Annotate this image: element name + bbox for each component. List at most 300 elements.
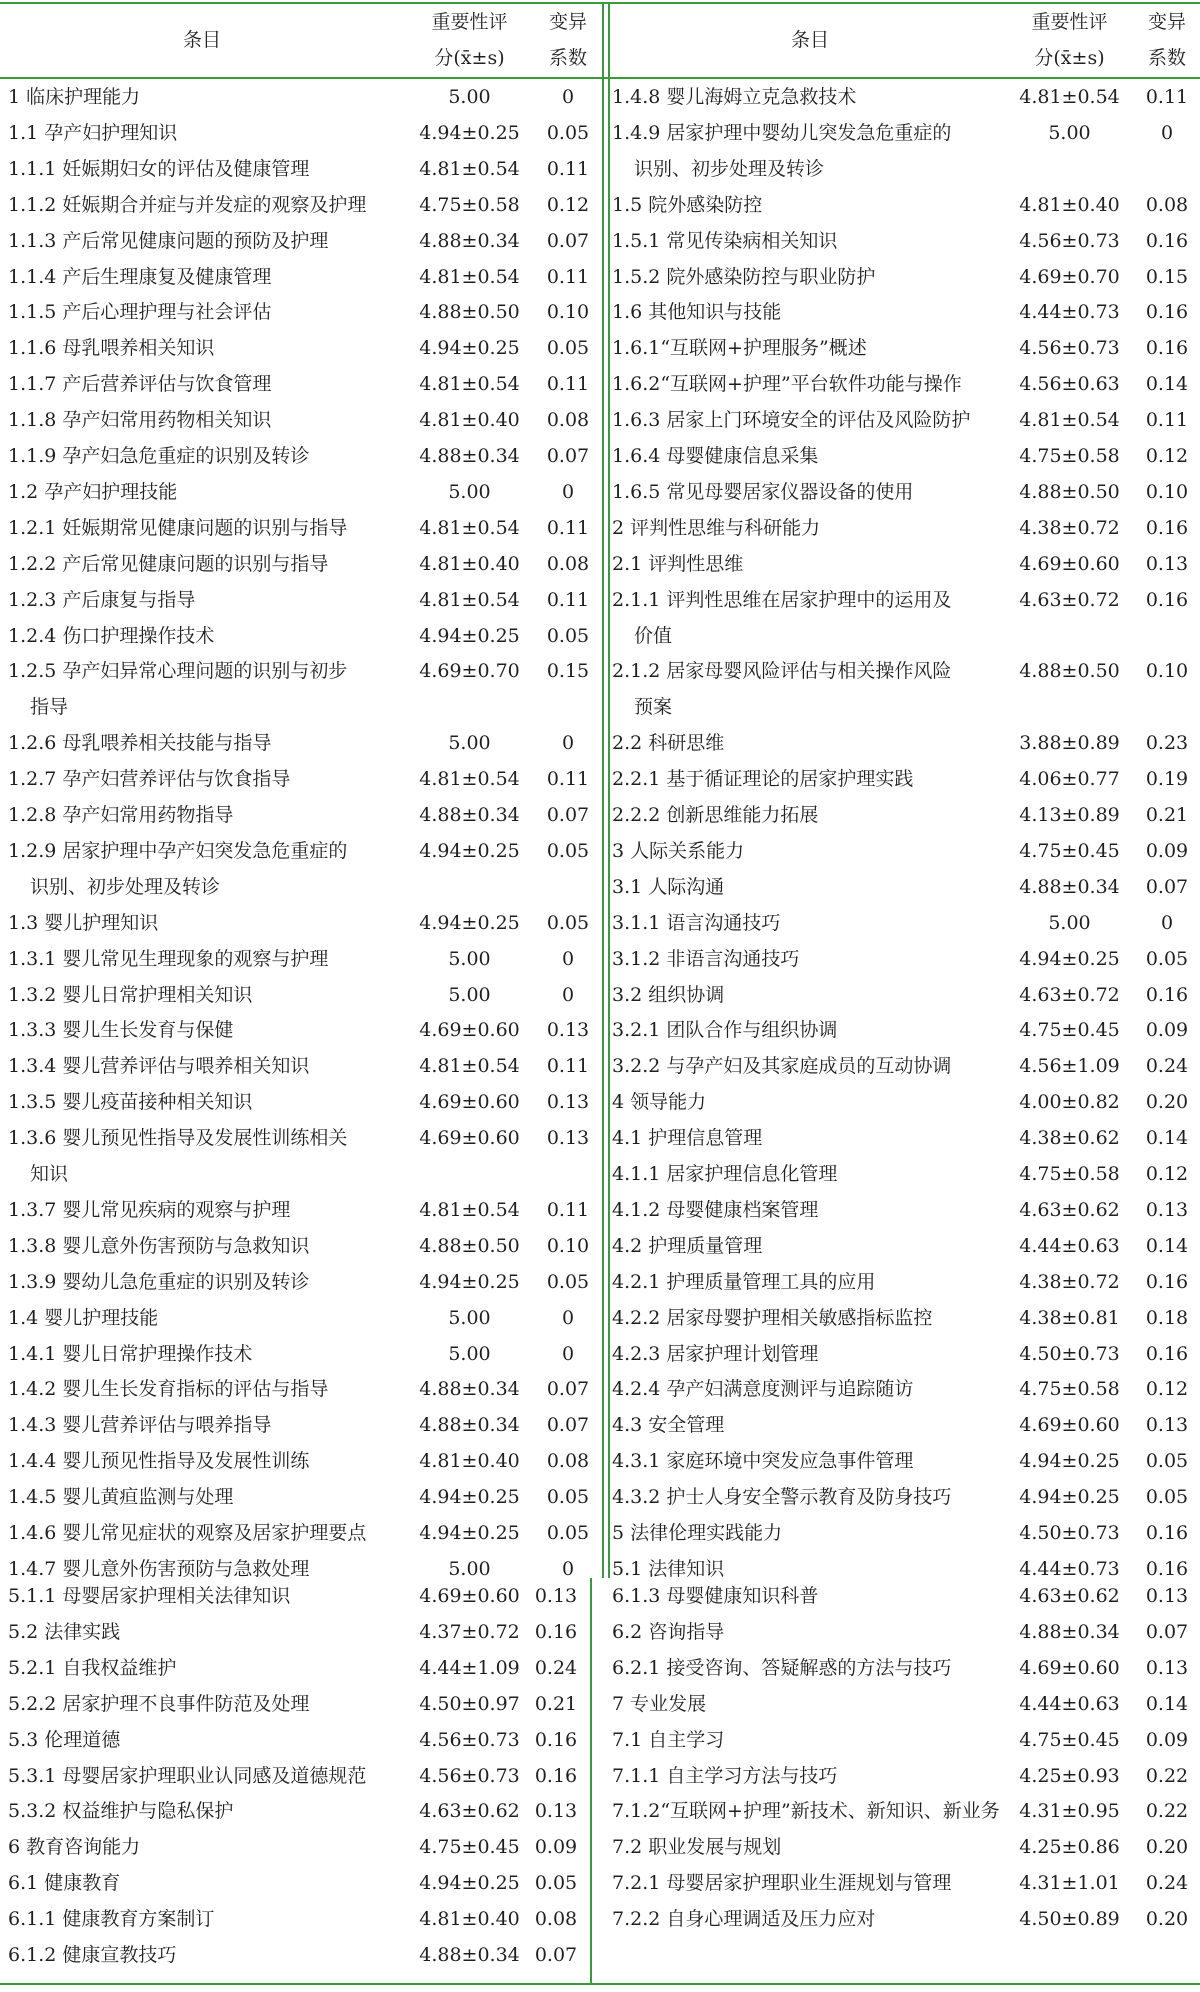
header-score-left-line2: 分(x̄±s) (434, 47, 505, 69)
row-importance-score: 4.88±0.34 (419, 1378, 520, 1401)
row-importance-score: 4.44±0.73 (1019, 301, 1120, 324)
row-variation-coefficient: 0.11 (546, 157, 590, 180)
row-importance-score: 4.88±0.50 (419, 301, 520, 324)
row-variation-coefficient: 0.10 (1145, 480, 1189, 503)
row-importance-score: 4.69±0.60 (1019, 1414, 1120, 1437)
header-score-left-line1: 重要性评 (431, 11, 508, 33)
row-item-label-continued: 识别、初步处理及转诊 (30, 875, 221, 898)
row-item-label: 7.2.1 母婴居家护理职业生涯规划与管理 (612, 1872, 952, 1895)
row-item-label: 5.2.2 居家护理不良事件防范及处理 (8, 1692, 310, 1715)
row-variation-coefficient: 0.05 (546, 624, 590, 647)
header-cv-left-line1: 变异 (548, 11, 587, 33)
row-variation-coefficient: 0.12 (1145, 445, 1189, 467)
row-variation-coefficient: 0.08 (546, 552, 590, 575)
row-item-label: 4 领导能力 (612, 1091, 707, 1114)
row-importance-score: 4.63±0.72 (1019, 983, 1120, 1006)
row-item-label: 2.1.2 居家母婴风险评估与相关操作风险 (612, 660, 952, 683)
row-variation-coefficient: 0.21 (534, 1692, 578, 1715)
row-importance-score: 4.50±0.73 (1019, 1522, 1120, 1544)
row-variation-coefficient: 0.08 (534, 1908, 578, 1931)
row-importance-score: 4.88±0.34 (419, 1414, 520, 1437)
row-variation-coefficient: 0.13 (1145, 1585, 1189, 1607)
row-item-label: 1.6 其他知识与技能 (612, 301, 782, 324)
row-item-label: 2.2 科研思维 (612, 732, 725, 755)
row-item-label: 1.4.9 居家护理中婴幼儿突发急危重症的 (612, 121, 952, 144)
row-variation-coefficient: 0.19 (1145, 768, 1189, 791)
row-importance-score: 4.94±0.25 (419, 1486, 520, 1509)
row-importance-score: 4.88±0.34 (1019, 1620, 1120, 1643)
row-item-label: 1.3 婴儿护理知识 (8, 911, 159, 934)
row-item-label: 6 教育咨询能力 (8, 1836, 141, 1859)
row-variation-coefficient: 0.13 (1145, 1656, 1189, 1679)
row-importance-score: 4.81±0.54 (419, 768, 520, 791)
row-variation-coefficient: 0.14 (1145, 1127, 1189, 1150)
row-item-label: 1.1.5 产后心理护理与社会评估 (8, 301, 272, 324)
row-variation-coefficient: 0.10 (546, 301, 590, 324)
row-variation-coefficient: 0.14 (1145, 373, 1189, 396)
row-item-label: 1.1.1 妊娠期妇女的评估及健康管理 (8, 157, 310, 180)
row-variation-coefficient: 0.05 (546, 1270, 590, 1293)
row-variation-coefficient: 0.21 (1145, 804, 1189, 826)
row-item-label: 1.1.4 产后生理康复及健康管理 (8, 265, 272, 288)
row-variation-coefficient: 0.05 (1145, 947, 1189, 970)
row-variation-coefficient: 0.07 (1145, 875, 1189, 898)
row-importance-score: 4.94±0.25 (1019, 1486, 1120, 1509)
row-importance-score: 4.81±0.54 (419, 157, 520, 180)
row-variation-coefficient: 0.07 (546, 804, 590, 826)
row-importance-score: 4.69±0.60 (419, 1585, 520, 1607)
row-importance-score: 4.94±0.25 (419, 911, 520, 934)
header-bottom-rule (0, 77, 1200, 79)
row-item-label: 7.1.1 自主学习方法与技巧 (612, 1764, 838, 1787)
row-item-label: 3.1.2 非语言沟通技巧 (612, 947, 800, 970)
row-item-label: 1.4.6 婴儿常见症状的观察及居家护理要点 (8, 1522, 367, 1544)
header-cv-left-line2: 系数 (548, 47, 587, 69)
row-importance-score: 4.37±0.72 (419, 1620, 520, 1643)
row-item-label: 1.3.2 婴儿日常护理相关知识 (8, 983, 253, 1006)
row-importance-score: 4.94±0.25 (419, 624, 520, 647)
row-variation-coefficient: 0.08 (546, 1450, 590, 1473)
row-variation-coefficient: 0.24 (1145, 1872, 1189, 1895)
row-item-label: 1.1.9 孕产妇急危重症的识别及转诊 (8, 445, 310, 467)
row-item-label: 1.3.3 婴儿生长发育与保健 (8, 1019, 234, 1042)
row-variation-coefficient: 0.11 (546, 265, 590, 288)
row-importance-score: 4.56±0.73 (1019, 229, 1120, 252)
row-item-label: 5.1 法律知识 (612, 1557, 725, 1580)
row-item-label: 1.1.2 妊娠期合并症与并发症的观察及护理 (8, 193, 367, 216)
row-importance-score: 4.94±0.25 (419, 337, 520, 360)
table-top-rule (0, 2, 1200, 4)
row-importance-score: 5.00 (448, 1342, 491, 1365)
row-item-label: 1.3.7 婴儿常见疾病的观察与护理 (8, 1198, 291, 1221)
row-importance-score: 4.38±0.62 (1019, 1127, 1120, 1150)
row-variation-coefficient: 0.13 (534, 1585, 578, 1607)
row-variation-coefficient: 0.08 (1145, 193, 1189, 216)
row-variation-coefficient: 0.16 (1145, 229, 1189, 252)
row-item-label: 2.2.1 基于循证理论的居家护理实践 (612, 768, 914, 791)
row-importance-score: 4.75±0.45 (419, 1836, 520, 1859)
row-item-label: 5.3.1 母婴居家护理职业认同感及道德规范 (8, 1764, 367, 1787)
row-variation-coefficient: 0.16 (534, 1764, 578, 1787)
row-variation-coefficient: 0.09 (1145, 839, 1189, 862)
row-importance-score: 4.81±0.54 (419, 1198, 520, 1221)
row-importance-score: 4.25±0.93 (1019, 1764, 1120, 1787)
row-variation-coefficient: 0.11 (1145, 409, 1189, 432)
row-importance-score: 4.94±0.25 (1019, 947, 1120, 970)
row-variation-coefficient: 0.14 (1145, 1234, 1189, 1257)
row-importance-score: 4.31±1.01 (1019, 1872, 1120, 1895)
row-variation-coefficient: 0.20 (1145, 1836, 1189, 1859)
row-importance-score: 4.81±0.40 (419, 552, 520, 575)
row-variation-coefficient: 0.23 (1145, 732, 1189, 755)
row-importance-score: 4.81±0.54 (419, 516, 520, 539)
row-importance-score: 3.88±0.89 (1019, 732, 1120, 755)
row-importance-score: 4.44±0.73 (1019, 1557, 1120, 1580)
row-item-label: 4.2.3 居家护理计划管理 (612, 1342, 819, 1365)
row-item-label: 1.5.1 常见传染病相关知识 (612, 229, 838, 252)
row-importance-score: 4.81±0.40 (419, 409, 520, 432)
row-variation-coefficient: 0.22 (1145, 1764, 1189, 1787)
row-item-label-continued: 预案 (634, 696, 673, 719)
row-variation-coefficient: 0.09 (1145, 1019, 1189, 1042)
row-importance-score: 4.81±0.54 (1019, 409, 1120, 432)
row-item-label: 4.2 护理质量管理 (612, 1234, 763, 1257)
row-item-label: 7.1 自主学习 (612, 1728, 725, 1751)
row-importance-score: 4.69±0.60 (1019, 1656, 1120, 1679)
row-variation-coefficient: 0.16 (1145, 983, 1189, 1006)
row-variation-coefficient: 0 (561, 947, 575, 970)
row-variation-coefficient: 0 (561, 480, 575, 503)
row-variation-coefficient: 0.16 (1145, 588, 1189, 611)
row-importance-score: 4.81±0.54 (419, 265, 520, 288)
row-item-label-continued: 指导 (30, 696, 69, 719)
row-item-label: 3.1.1 语言沟通技巧 (612, 911, 781, 934)
row-item-label: 5.2 法律实践 (8, 1620, 121, 1643)
row-item-label: 1.3.9 婴幼儿急危重症的识别及转诊 (8, 1270, 310, 1293)
column-divider-b (608, 2, 610, 1578)
row-variation-coefficient: 0.09 (1145, 1728, 1189, 1751)
row-variation-coefficient: 0.22 (1145, 1800, 1189, 1823)
row-item-label: 1.4.1 婴儿日常护理操作技术 (8, 1342, 253, 1365)
row-variation-coefficient: 0.16 (534, 1620, 578, 1643)
row-importance-score: 4.94±0.25 (1019, 1450, 1120, 1473)
row-variation-coefficient: 0.05 (546, 911, 590, 934)
row-variation-coefficient: 0.24 (534, 1656, 578, 1679)
row-importance-score: 5.00 (448, 480, 491, 503)
row-item-label: 1.3.8 婴儿意外伤害预防与急救知识 (8, 1234, 310, 1257)
row-importance-score: 4.63±0.72 (1019, 588, 1120, 611)
header-item-right: 条目 (790, 29, 829, 51)
row-variation-coefficient: 0.11 (546, 1198, 590, 1221)
row-importance-score: 4.81±0.40 (1019, 193, 1120, 216)
row-importance-score: 4.63±0.62 (1019, 1585, 1120, 1607)
row-item-label: 3 人际关系能力 (612, 839, 745, 862)
row-item-label: 1.6.5 常见母婴居家仪器设备的使用 (612, 480, 914, 503)
row-item-label: 2.1.1 评判性思维在居家护理中的运用及 (612, 588, 952, 611)
row-item-label: 6.2.1 接受咨询、答疑解惑的方法与技巧 (612, 1656, 952, 1679)
row-variation-coefficient: 0.10 (546, 1234, 590, 1257)
row-variation-coefficient: 0.16 (1145, 1557, 1189, 1580)
row-item-label: 1.6.3 居家上门环境安全的评估及风险防护 (612, 409, 971, 432)
row-importance-score: 4.50±0.97 (419, 1692, 520, 1715)
row-variation-coefficient: 0.15 (546, 660, 590, 683)
row-variation-coefficient: 0.07 (546, 1378, 590, 1401)
row-item-label: 1.2.6 母乳喂养相关技能与指导 (8, 732, 272, 755)
row-item-label: 6.1.2 健康宣教技巧 (8, 1944, 177, 1966)
row-item-label: 1.3.4 婴儿营养评估与喂养相关知识 (8, 1055, 310, 1078)
row-importance-score: 4.81±0.54 (419, 1055, 520, 1078)
header-score-right-line1: 重要性评 (1031, 11, 1108, 33)
row-variation-coefficient: 0.07 (546, 1414, 590, 1437)
row-item-label: 2 评判性思维与科研能力 (612, 516, 821, 539)
row-variation-coefficient: 0.12 (546, 193, 590, 216)
row-item-label: 1.4.4 婴儿预见性指导及发展性训练 (8, 1450, 310, 1473)
row-importance-score: 4.44±0.63 (1019, 1692, 1120, 1715)
row-item-label: 1.6.4 母婴健康信息采集 (612, 445, 819, 467)
row-item-label: 1.6.2“互联网+护理”平台软件功能与操作 (612, 373, 962, 396)
row-item-label: 1.3.1 婴儿常见生理现象的观察与护理 (8, 947, 329, 970)
row-item-label-continued: 识别、初步处理及转诊 (634, 157, 825, 180)
row-item-label: 6.2 咨询指导 (612, 1620, 725, 1643)
row-variation-coefficient: 0.05 (546, 121, 590, 144)
row-item-label: 4.1 护理信息管理 (612, 1127, 763, 1150)
row-importance-score: 4.38±0.81 (1019, 1306, 1120, 1329)
row-item-label: 1.4.3 婴儿营养评估与喂养指导 (8, 1414, 272, 1437)
row-variation-coefficient: 0.13 (546, 1127, 590, 1150)
row-importance-score: 4.38±0.72 (1019, 516, 1120, 539)
row-item-label: 4.3.2 护士人身安全警示教育及防身技巧 (612, 1486, 952, 1509)
row-importance-score: 4.88±0.34 (419, 1944, 520, 1966)
row-variation-coefficient: 0 (561, 1557, 575, 1580)
row-item-label: 1.4 婴儿护理技能 (8, 1306, 159, 1329)
row-variation-coefficient: 0.05 (1145, 1486, 1189, 1509)
row-variation-coefficient: 0.20 (1145, 1091, 1189, 1114)
row-importance-score: 4.75±0.45 (1019, 1728, 1120, 1751)
row-item-label: 1.2.9 居家护理中孕产妇突发急危重症的 (8, 839, 348, 862)
row-importance-score: 4.75±0.58 (1019, 445, 1120, 467)
row-variation-coefficient: 0.05 (546, 839, 590, 862)
row-importance-score: 4.56±0.73 (419, 1728, 520, 1751)
row-importance-score: 5.00 (1048, 121, 1091, 144)
row-importance-score: 4.06±0.77 (1019, 768, 1120, 791)
row-item-label: 4.3 安全管理 (612, 1414, 725, 1437)
row-item-label: 3.2.2 与孕产妇及其家庭成员的互动协调 (612, 1055, 952, 1078)
row-variation-coefficient: 0.09 (534, 1836, 578, 1859)
row-variation-coefficient: 0.11 (546, 1055, 590, 1078)
row-importance-score: 4.56±0.73 (1019, 337, 1120, 360)
row-importance-score: 4.94±0.25 (419, 1270, 520, 1293)
row-item-label: 5 法律伦理实践能力 (612, 1522, 783, 1544)
row-item-label: 1.2.7 孕产妇营养评估与饮食指导 (8, 768, 291, 791)
row-importance-score: 4.63±0.62 (419, 1800, 520, 1823)
row-importance-score: 4.75±0.45 (1019, 839, 1120, 862)
row-variation-coefficient: 0.16 (1145, 301, 1189, 324)
row-variation-coefficient: 0.05 (534, 1872, 578, 1895)
row-item-label: 1.4.5 婴儿黄疸监测与处理 (8, 1486, 234, 1509)
row-importance-score: 5.00 (448, 86, 491, 108)
row-item-label: 1.2.5 孕产妇异常心理问题的识别与初步 (8, 660, 348, 683)
row-variation-coefficient: 0.18 (1145, 1306, 1189, 1329)
row-item-label: 5.3 伦理道德 (8, 1728, 121, 1751)
row-variation-coefficient: 0.07 (546, 445, 590, 467)
row-item-label: 3.1 人际沟通 (612, 875, 725, 898)
row-item-label: 1.2.2 产后常见健康问题的识别与指导 (8, 552, 329, 575)
row-variation-coefficient: 0 (561, 86, 575, 108)
row-variation-coefficient: 0.13 (1145, 552, 1189, 575)
row-item-label: 1.4.7 婴儿意外伤害预防与急救处理 (8, 1557, 310, 1580)
row-item-label: 4.2.4 孕产妇满意度测评与追踪随访 (612, 1378, 914, 1401)
row-variation-coefficient: 0 (561, 1342, 575, 1365)
row-importance-score: 4.44±0.63 (1019, 1234, 1120, 1257)
row-variation-coefficient: 0.20 (1145, 1908, 1189, 1931)
row-item-label: 5.3.2 权益维护与隐私保护 (8, 1800, 234, 1823)
row-importance-score: 4.81±0.54 (419, 588, 520, 611)
row-variation-coefficient: 0.11 (1145, 86, 1189, 108)
row-item-label: 1.2 孕产妇护理技能 (8, 480, 178, 503)
row-item-label-continued: 知识 (30, 1163, 69, 1185)
row-importance-score: 4.88±0.50 (1019, 660, 1120, 683)
row-variation-coefficient: 0 (1160, 121, 1174, 144)
table-bottom-rule (0, 1983, 1200, 1985)
row-importance-score: 4.88±0.34 (419, 804, 520, 826)
row-item-label: 1.6.1“互联网+护理服务”概述 (612, 337, 867, 360)
row-item-label: 1 临床护理能力 (8, 86, 141, 108)
row-importance-score: 4.69±0.60 (419, 1127, 520, 1150)
row-importance-score: 4.63±0.62 (1019, 1198, 1120, 1221)
row-item-label: 7.1.2“互联网+护理”新技术、新知识、新业务 (612, 1800, 1000, 1823)
row-importance-score: 4.88±0.50 (419, 1234, 520, 1257)
row-importance-score: 4.69±0.60 (419, 1019, 520, 1042)
row-importance-score: 4.81±0.40 (419, 1908, 520, 1931)
row-importance-score: 4.50±0.73 (1019, 1342, 1120, 1365)
row-importance-score: 4.88±0.34 (1019, 875, 1120, 898)
row-variation-coefficient: 0.13 (546, 1019, 590, 1042)
row-importance-score: 4.56±0.63 (1019, 373, 1120, 396)
row-item-label: 7.2.2 自身心理调适及压力应对 (612, 1908, 876, 1931)
row-variation-coefficient: 0.16 (1145, 1270, 1189, 1293)
row-item-label: 5.2.1 自我权益维护 (8, 1656, 177, 1679)
row-importance-score: 4.94±0.25 (419, 1872, 520, 1895)
row-item-label: 6.1 健康教育 (8, 1872, 121, 1895)
row-variation-coefficient: 0 (561, 1306, 575, 1329)
row-importance-score: 4.38±0.72 (1019, 1270, 1120, 1293)
row-importance-score: 4.69±0.70 (1019, 265, 1120, 288)
row-item-label: 1.1.8 孕产妇常用药物相关知识 (8, 409, 272, 432)
row-variation-coefficient: 0.11 (546, 588, 590, 611)
row-item-label: 1.1.6 母乳喂养相关知识 (8, 337, 215, 360)
row-variation-coefficient: 0.05 (546, 1486, 590, 1509)
row-variation-coefficient: 0.05 (546, 1522, 590, 1544)
row-importance-score: 4.81±0.54 (1019, 86, 1120, 108)
row-importance-score: 5.00 (448, 983, 491, 1006)
row-variation-coefficient: 0.05 (1145, 1450, 1189, 1473)
row-importance-score: 4.00±0.82 (1019, 1091, 1120, 1114)
row-importance-score: 4.88±0.34 (419, 445, 520, 467)
row-variation-coefficient: 0.15 (1145, 265, 1189, 288)
row-variation-coefficient: 0.13 (1145, 1198, 1189, 1221)
row-importance-score: 4.88±0.34 (419, 229, 520, 252)
row-importance-score: 4.69±0.60 (1019, 552, 1120, 575)
row-variation-coefficient: 0.11 (546, 768, 590, 791)
row-item-label: 1.2.3 产后康复与指导 (8, 588, 196, 611)
row-item-label: 1.1.3 产后常见健康问题的预防及护理 (8, 229, 329, 252)
row-importance-score: 4.81±0.40 (419, 1450, 520, 1473)
row-variation-coefficient: 0.14 (1145, 1692, 1189, 1715)
column-divider-lower (590, 1578, 592, 1984)
row-variation-coefficient: 0 (561, 983, 575, 1006)
row-variation-coefficient: 0.16 (534, 1728, 578, 1751)
header-cv-right-line1: 变异 (1147, 11, 1186, 33)
row-variation-coefficient: 0.08 (546, 409, 590, 432)
row-item-label: 1.2.8 孕产妇常用药物指导 (8, 804, 234, 826)
row-item-label: 6.1.3 母婴健康知识科普 (612, 1585, 819, 1607)
row-item-label: 1.2.1 妊娠期常见健康问题的识别与指导 (8, 516, 348, 539)
row-item-label: 1.1 孕产妇护理知识 (8, 121, 178, 144)
row-item-label: 4.1.2 母婴健康档案管理 (612, 1198, 819, 1221)
row-importance-score: 4.25±0.86 (1019, 1836, 1120, 1859)
row-item-label: 3.2.1 团队合作与组织协调 (612, 1019, 838, 1042)
row-item-label: 6.1.1 健康教育方案制订 (8, 1908, 215, 1931)
row-importance-score: 4.81±0.54 (419, 373, 520, 396)
row-variation-coefficient: 0.11 (546, 516, 590, 539)
row-importance-score: 4.56±1.09 (1019, 1055, 1120, 1078)
row-importance-score: 4.75±0.45 (1019, 1019, 1120, 1042)
row-importance-score: 4.50±0.89 (1019, 1908, 1120, 1931)
row-item-label: 1.3.6 婴儿预见性指导及发展性训练相关 (8, 1127, 348, 1150)
row-variation-coefficient: 0.24 (1145, 1055, 1189, 1078)
row-item-label: 2.2.2 创新思维能力拓展 (612, 804, 819, 826)
row-importance-score: 4.56±0.73 (419, 1764, 520, 1787)
row-variation-coefficient: 0 (561, 732, 575, 755)
row-variation-coefficient: 0.05 (546, 337, 590, 360)
row-variation-coefficient: 0.11 (546, 373, 590, 396)
row-importance-score: 5.00 (448, 1306, 491, 1329)
row-importance-score: 4.94±0.25 (419, 1522, 520, 1544)
row-importance-score: 5.00 (1048, 911, 1091, 934)
row-importance-score: 4.75±0.58 (1019, 1163, 1120, 1185)
header-score-right-line2: 分(x̄±s) (1034, 47, 1105, 69)
row-importance-score: 4.75±0.58 (419, 193, 520, 216)
row-item-label: 1.5.2 院外感染防控与职业防护 (612, 265, 876, 288)
row-importance-score: 4.88±0.50 (1019, 480, 1120, 503)
row-variation-coefficient: 0.16 (1145, 516, 1189, 539)
row-importance-score: 4.94±0.25 (419, 839, 520, 862)
row-importance-score: 5.00 (448, 732, 491, 755)
row-importance-score: 4.69±0.70 (419, 660, 520, 683)
row-importance-score: 4.44±1.09 (419, 1656, 520, 1679)
row-item-label: 7.2 职业发展与规划 (612, 1836, 782, 1859)
row-variation-coefficient: 0.07 (546, 229, 590, 252)
row-variation-coefficient: 0.10 (1145, 660, 1189, 683)
row-importance-score: 5.00 (448, 1557, 491, 1580)
row-importance-score: 4.13±0.89 (1019, 804, 1120, 826)
row-item-label: 1.4.8 婴儿海姆立克急救技术 (612, 86, 857, 108)
row-item-label: 4.2.2 居家母婴护理相关敏感指标监控 (612, 1306, 933, 1329)
row-variation-coefficient: 0.16 (1145, 1342, 1189, 1365)
row-variation-coefficient: 0.12 (1145, 1163, 1189, 1185)
row-item-label: 4.1.1 居家护理信息化管理 (612, 1163, 838, 1185)
row-variation-coefficient: 0.13 (1145, 1414, 1189, 1437)
row-variation-coefficient: 0.13 (534, 1800, 578, 1823)
header-cv-right-line2: 系数 (1147, 47, 1186, 69)
row-importance-score: 5.00 (448, 947, 491, 970)
column-divider-a (602, 2, 604, 1578)
row-item-label: 2.1 评判性思维 (612, 552, 744, 575)
row-variation-coefficient: 0.13 (546, 1091, 590, 1114)
row-importance-score: 4.75±0.58 (1019, 1378, 1120, 1401)
row-item-label: 1.4.2 婴儿生长发育指标的评估与指导 (8, 1378, 329, 1401)
row-item-label: 4.3.1 家庭环境中突发应急事件管理 (612, 1450, 914, 1473)
